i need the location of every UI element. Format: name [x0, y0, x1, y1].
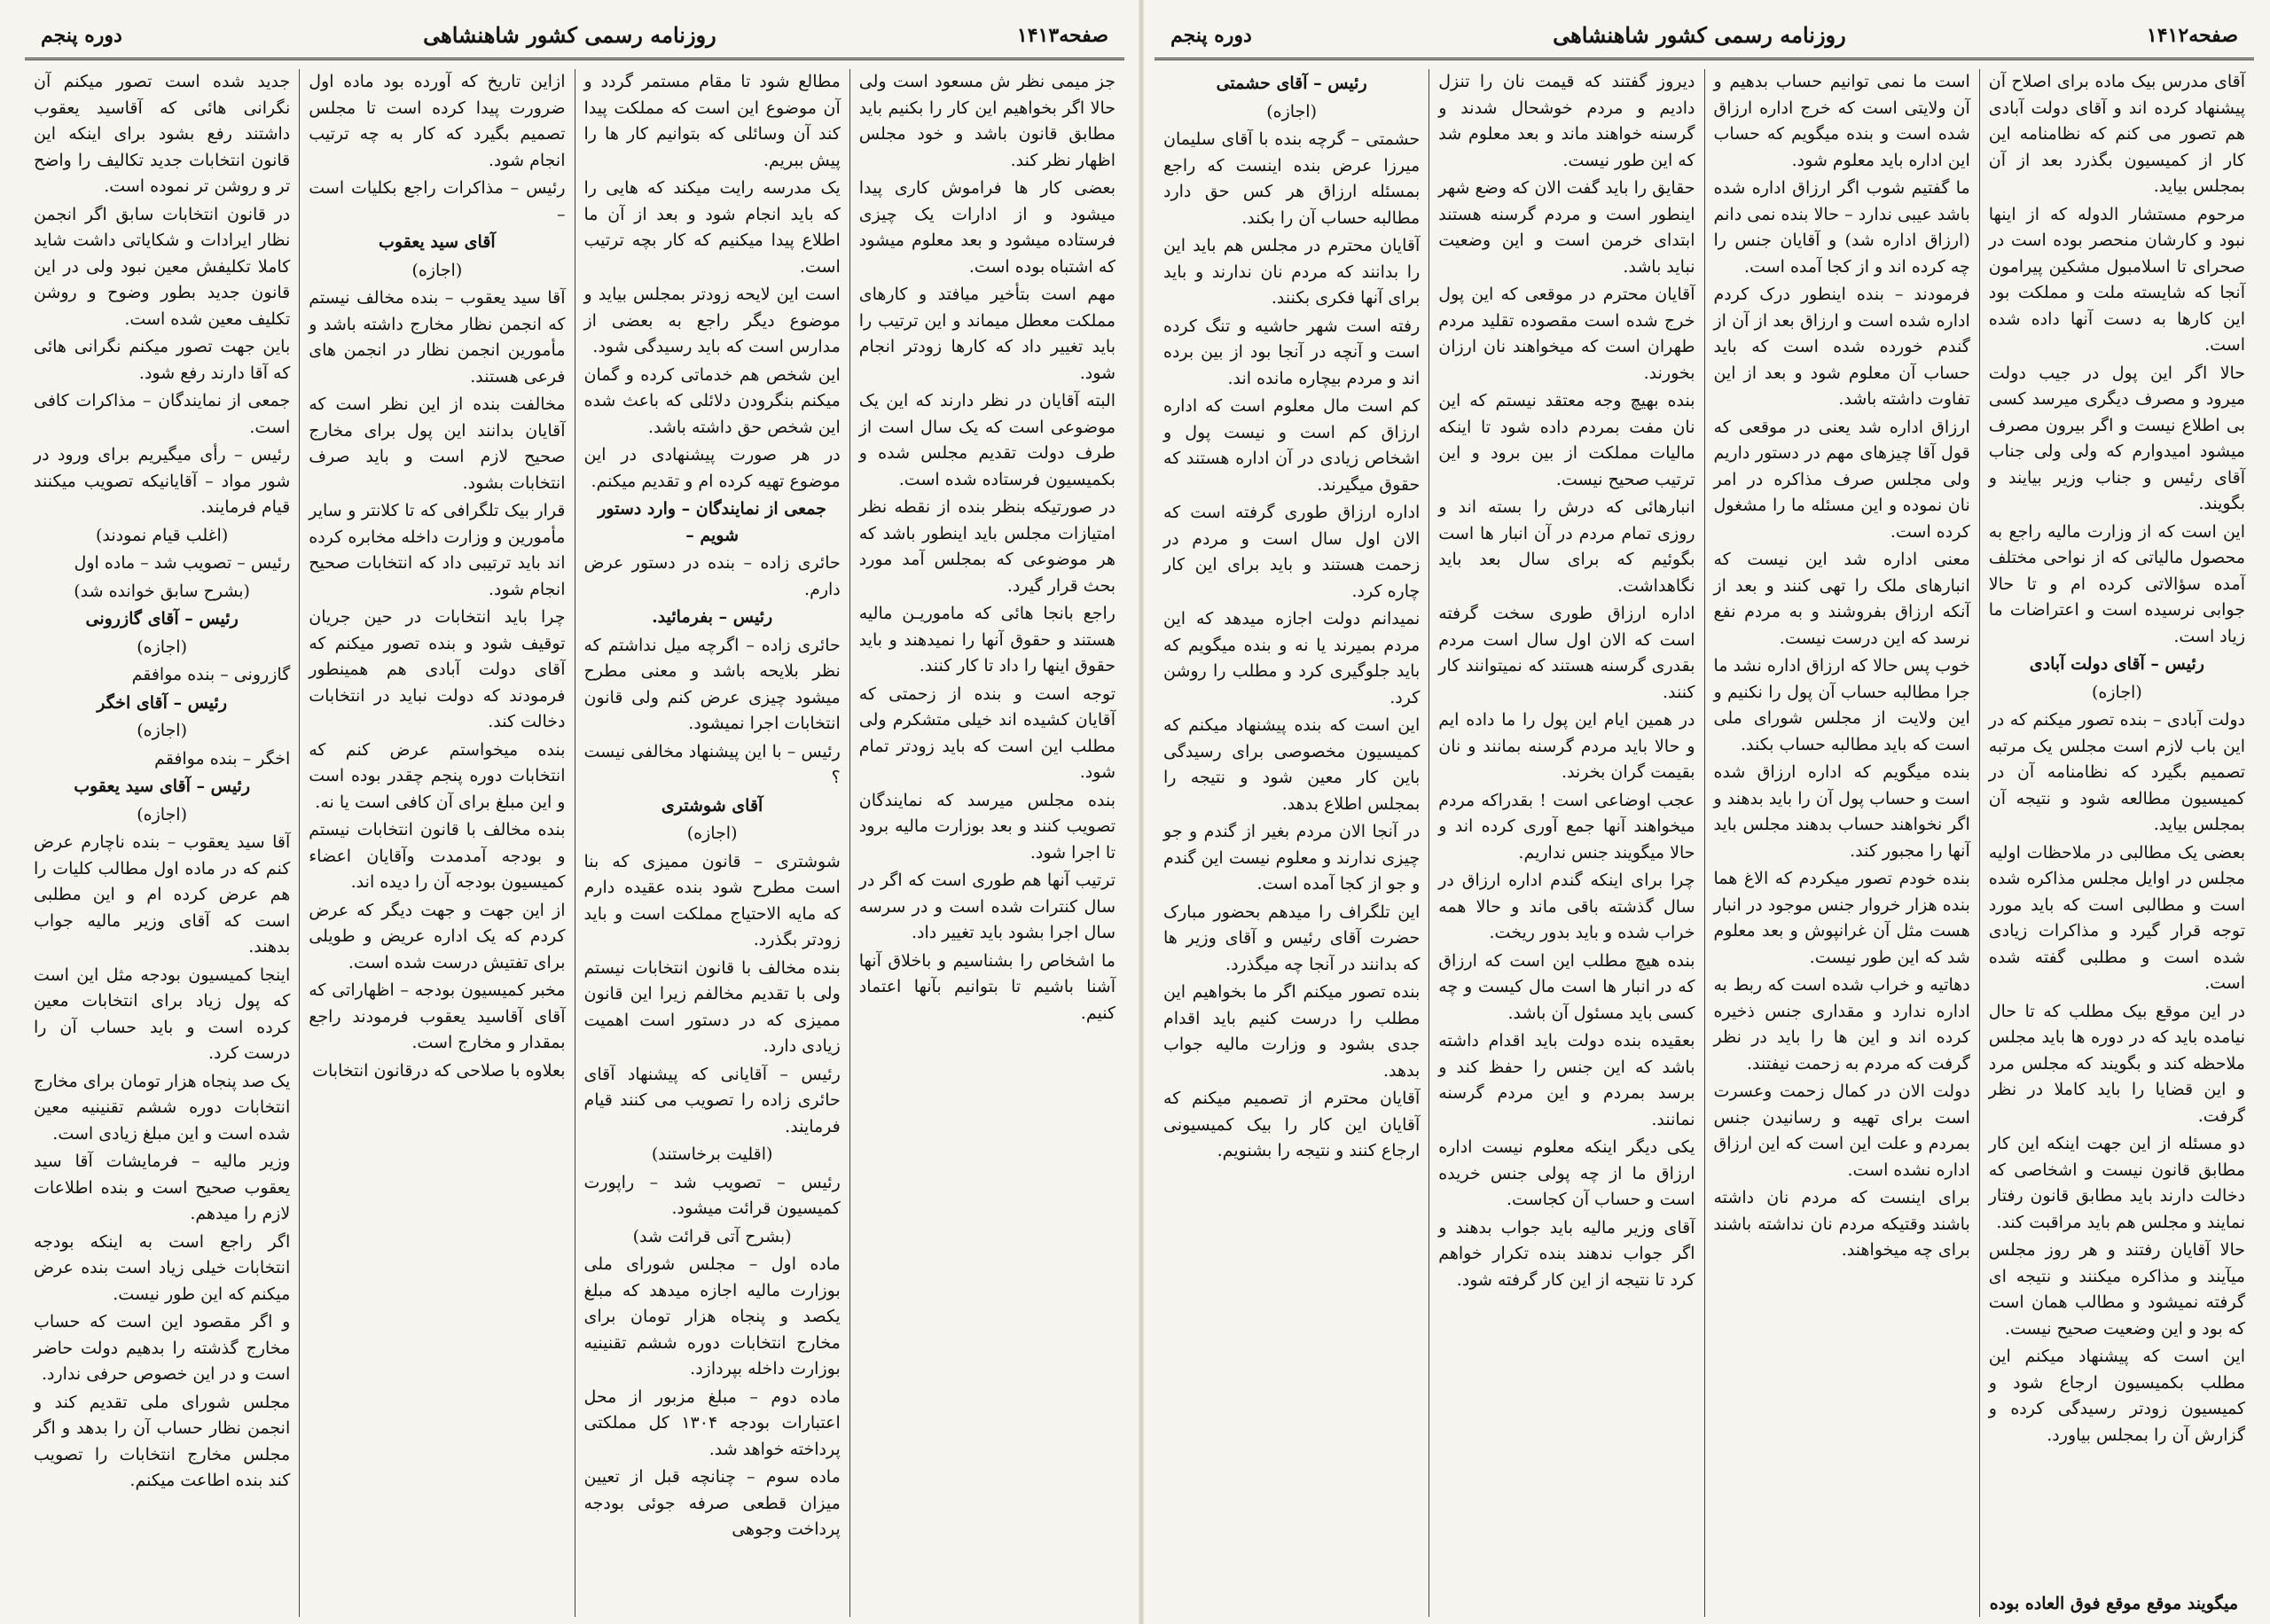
permission-note: (اجازه) — [137, 721, 188, 740]
paragraph: بنده مخالف با قانون انتخابات نیستم ولی با تقدیم مخالفم زیرا این قانون ممیزی که در دستور است اهمیت زیادی دارد. — [583, 957, 841, 1056]
paragraph: باین جهت تصور میکنم نگرانی هائی که آقا دارند رفع شود. — [34, 337, 291, 383]
paragraph: بنده میخواستم عرض کنم که انتخابات دوره پنجم چقدر بوده است و این مبلغ برای آن کافی است یا نه. — [309, 739, 566, 812]
paragraph: دیروز گفتند که قیمت نان را تنزل دادیم و مردم خوشحال شدند و گرسنه خواهند ماند و بعد معلوم شد که این طور نیست. — [1438, 72, 1695, 170]
paragraph: این است که پیشنهاد میکنم این مطلب بکمیسیون ارجاع شود و کمیسیون زودتر رسیدگی کرده و گزارش آن را بمجلس بیاورد. — [1988, 1347, 2245, 1445]
paragraph: ماده دوم – مبلغ مزبور از محل اعتبارات بودجه ۱۳۰۴ کل مملکتی پرداخته خواهد شد. — [583, 1386, 841, 1459]
right-page-columns — [1155, 69, 2254, 1617]
paragraph: بنده تصور میکنم اگر ما بخواهیم این مطلب را درست کنیم باید اقدام جدی بشود و وزارت مالیه جواب بدهد. — [1163, 982, 1421, 1081]
permission-note: (اجازه) — [137, 804, 188, 824]
paragraph: در هر صورت پیشنهادی در این موضوع تهیه کرده ام و تقدیم میکنم. — [583, 445, 841, 491]
right-page — [1155, 12, 2254, 1617]
paragraph: حائری زاده – اگرچه میل نداشتم که نظر بلایحه باشد و معنی مطرح میشود چیزی عرض کنم ولی قانون انتخابات اجرا نمیشود. — [583, 635, 841, 733]
paragraph: بنده خودم تصور میکردم که الاغ هما بنده هزار خروار جنس موجود در انبار هست مثل آن غرانپوش و بعد معلوم شد که این طور نیست. — [1713, 869, 1970, 967]
paragraph: نمیدانم دولت اجازه میدهد که این مردم بمیرند یا نه و بنده میگویم که باید جلوگیری کرد و مطلب را روشن کرد. — [1163, 609, 1421, 707]
paragraph: بنده هیچ مطلب این است که ارزاق که در انبار ها است مال کیست و چه کسی باید مسئول آن باشد. — [1438, 950, 1695, 1023]
paragraph: آقای وزیر مالیه باید جواب بدهند و اگر جواب ندهند بنده تکرار خواهم کرد تا نتیجه از این کار گرفته شود. — [1438, 1217, 1695, 1290]
paragraph: است این لایحه زودتر بمجلس بیاید و موضوع دیگر راجع به بعضی از مدارس است که باید رسیدگی شود. — [583, 285, 841, 356]
permission-note: (اجازه) — [411, 260, 463, 280]
paragraph: انبارهائی که درش را بسته اند و روزی تمام مردم در آن انبار ها است بگوئیم که برای سال بعد باید نگاهداشت. — [1438, 497, 1695, 596]
paragraph: دهاتیه و خراب شده است که ربط به اداره ندارد و مقداری جنس ذخیره کرده اند و این ها را باید در نظر گرفت که مردم به زحمت نیفتند. — [1713, 975, 1970, 1074]
paragraph: مرحوم مستشار الدوله که از اینها نبود و کارشان منحصر بوده است در صحرای تا اسلامبول مشکین پیرامون آنجا که شایسته ملت و مملکت بود این کارها به دست آنها داده شده است. — [1988, 204, 2245, 355]
paragraph: این شخص هم خدماتی کرده و گمان میکنم بنگرودن دلائلی که باعث شده این شخص حق داشته باشد. — [583, 364, 841, 437]
paragraph: حشمتی – گرچه بنده با آقای سلیمان میرزا عرض بنده اینست که راجع بمسئله ارزاق هر کس حق دارد مطالبه حساب آن را بکند. — [1163, 129, 1421, 228]
footer-line: میگویند موقع موقع فوق العاده بوده — [1989, 1594, 2238, 1613]
page-gutter — [1139, 0, 1144, 1624]
paragraph: اگر راجع است به اینکه بودجه انتخابات خیلی زیاد است بنده عرض میکنم که این طور نیست. — [34, 1231, 291, 1304]
paragraph: کم است مال معلوم است که اداره ارزاق کم است و نیست پول و اشخاص زیادی در آن اداره هستند که حقوق میگیرند. — [1163, 396, 1421, 495]
paragraph: حقایق را باید گفت الان که وضع شهر اینطور است و مردم گرسنه هستند ابتدای خرمن است و این وضعیت نباید باشد. — [1438, 178, 1695, 277]
paragraph: ماده اول – مجلس شورای ملی بوزارت مالیه اجازه میدهد که مبلغ یکصد و پنجاه هزار تومان برای مخارج انتخابات دوره ششم تقنینیه بوزارت داخله بپردازد. — [583, 1254, 841, 1378]
speaker-line: رئیس – آقای دولت آبادی — [2029, 654, 2204, 674]
paragraph: این تلگراف را میدهم بحضور مبارک حضرت آقای رئیس و آقای وزیر ها که بدانند در آنجا چه میگذرد. — [1163, 902, 1421, 974]
speaker-line: جمعی از نمایندگان – وارد دستور شویم – — [598, 499, 827, 545]
newspaper-title: روزنامه رسمی کشور شاهنشاهی — [423, 22, 716, 48]
left-page — [25, 12, 1124, 1617]
vote-note: (اقلیت برخاستند) — [651, 1144, 773, 1164]
speaker-line: رئیس – آقای سید یعقوب — [74, 777, 251, 796]
paragraph: برای اینست که مردم نان داشته باشند وقتیکه مردم نان نداشته باشند برای چه میخواهند. — [1713, 1188, 1970, 1260]
paragraph: آقایان محترم در مجلس هم باید این را بدانند که مردم نان ندارند و باید برای آنها فکری بکنند. — [1163, 236, 1421, 308]
paragraph: آقا سید یعقوب – بنده مخالف نیستم که انجمن نظار مخارج داشته باشد و مأمورین انجمن نظار در انجمن های فرعی هستند. — [309, 288, 566, 386]
paragraph: حالا اگر این پول در جیب دولت میرود و مصرف دیگری میرسد کسی بی اطلاع نیست و اگر بیرون مصرف میشود امیدوارم که ولی ولی جناب آقای رئیس و جناب وزیر بیایند و بگویند. — [1988, 363, 2245, 513]
speaker-line: رئیس – آقای اخگر — [97, 692, 228, 713]
paragraph: آقای مدرس بیک ماده برای اصلاح آن پیشنهاد کرده اند و آقای دولت آبادی هم تصور می کنم که نظامنامه این کار از کمیسیون بگذرد بعد از آن بمجلس بیاید. — [1988, 72, 2245, 196]
page-number: صفحه۱۴۱۳ — [1016, 23, 1108, 47]
paragraph: بنده مخالف با قانون انتخابات نیستم و بودجه آمدمدت وآقایان اعضاء کمیسیون بودجه آن را دیده اند. — [309, 820, 566, 892]
left-page-columns — [25, 69, 1124, 1617]
paragraph: فرمودند – بنده اینطور درک کردم اداره شده است و ارزاق بعد از آن از گندم خورده شده است که باید حساب آن معلوم شود و بعد از این تفاوت داشته باشد. — [1713, 285, 1970, 409]
paragraph: گازرونی – بنده موافقم — [131, 665, 291, 684]
paragraph: جمعی از نمایندگان – مذاکرات کافی است. — [34, 391, 291, 437]
paragraph: یکی دیگر اینکه معلوم نیست اداره ارزاق ما از چه پولی جنس خریده است و حساب آن کجاست. — [1438, 1137, 1695, 1209]
paragraph: رئیس – آقایانی که پیشنهاد آقای حائری زاده را تصویب می کنند قیام فرمایند. — [583, 1064, 841, 1136]
paragraph: دولت الان در کمال زحمت وعسرت است برای تهیه و رسانیدن جنس بمردم و علت این است که این ارزاق اداره نشده است. — [1713, 1081, 1970, 1180]
paragraph: آقایان محترم از تصمیم میکنم که آقایان این کار را بیک کمیسیونی ارجاع کنند و نتیجه را بشنویم. — [1163, 1089, 1421, 1160]
newspaper-title: روزنامه رسمی کشور شاهنشاهی — [1553, 22, 1846, 48]
vote-note: (اغلب قیام نمودند) — [96, 525, 229, 545]
paragraph: بنده میگویم که اداره ارزاق شده است و حساب پول آن را باید بدهند و اگر نخواهند حساب بدهند مجلس باید آنها را مجبور کند. — [1713, 762, 1970, 861]
period-label: دوره پنجم — [41, 23, 122, 47]
paragraph: بنده مجلس میرسد که نمایندگان تصویب کنند و بعد بوزارت مالیه برود تا اجرا شود. — [858, 790, 1115, 863]
paragraph: خوب پس حالا که ارزاق اداره نشد ما جرا مطالبه حساب آن پول را نکنیم و این ولایت از مجلس شورای ملی است که باید مطالبه حساب بکند. — [1713, 656, 1970, 754]
reading-note: (بشرح آتی قرائت شد) — [632, 1226, 792, 1246]
paragraph: ما گفتیم شوب اگر ارزاق اداره شده باشد عیبی ندارد – حالا بنده نمی دانم (ارزاق اداره شد) و آقایان جنس را چه کرده اند و از کجا آمده است. — [1713, 178, 1970, 277]
paragraph: جدید شده است تصور میکنم آن نگرانی هائی که آقاسید یعقوب داشتند رفع بشود برای اینکه این قانون انتخابات جدید تکالیف را واضح تر و روشن تر نموده است. — [34, 72, 291, 196]
paragraph: چرا باید انتخابات در حین جریان توقیف شود و بنده تصور میکنم که آقای دولت آبادی هم همینطور فرمودند که دولت نباید در انتخابات دخالت کند. — [309, 607, 566, 731]
paragraph: مخالفت بنده از این نظر است که آقایان بدانند این پول برای مخارج صحیح لازم است و باید صرف انتخابات بشود. — [309, 394, 566, 493]
permission-note: (اجازه) — [137, 636, 188, 657]
paragraph: جز میمی نظر ش مسعود است ولی حالا اگر بخواهیم این کار را بکنیم باید مطابق قانون باشد و خود مجلس اظهار نظر کند. — [858, 72, 1115, 170]
paragraph: این است که بنده پیشنهاد میکنم که کمیسیون مخصوصی برای رسیدگی باین کار معین شود و نتیجه را بمجلس اطلاع بدهد. — [1163, 715, 1421, 814]
paragraph: چرا برای اینکه گندم اداره ارزاق در سال گذشته باقی ماند و حالا همه خراب شده و باید بدور ریخت. — [1438, 871, 1695, 942]
paragraph: ماده سوم – چنانچه قبل از تعیین میزان قطعی صرفه جوئی بودجه پرداخت وجوهی — [583, 1467, 841, 1539]
paragraph: در همین ایام این پول را ما داده ایم و حالا باید مردم گرسنه بمانند و نان بقیمت گران بخرند. — [1438, 710, 1695, 782]
left-page-header — [25, 12, 1124, 60]
paragraph: مهم است بتأخیر میافتد و کارهای مملکت معطل میماند و این ترتیب را باید تغییر داد که کارها زودتر انجام شود. — [858, 285, 1115, 383]
column — [849, 69, 1124, 1617]
paragraph: است ما نمی توانیم حساب بدهیم و آن ولایتی است که خرج اداره ارزاق شده است و بنده میگویم که حساب این اداره باید معلوم شود. — [1713, 72, 1970, 170]
paragraph: شوشتری – قانون ممیزی که بنا است مطرح شود بنده عقیده دارم که مایه الاحتیاج مملکت است و باید زودتر بگذرد. — [583, 851, 841, 949]
paragraph: رئیس – تصویب شد – راپورت کمیسیون قرائت میشود. — [583, 1172, 841, 1218]
paragraph: رفته است شهر حاشیه و تنگ کرده است و آنچه در آنجا بود از بین برده اند و مردم بیچاره مانده اند. — [1163, 316, 1421, 388]
right-page-header — [1155, 12, 2254, 60]
paragraph: در صورتیکه بنظر بنده از نقطه نظر امتیازات مجلس باید اینطور باشد که هر موضوعی که بمجلس آمد مورد بحث قرار گیرد. — [858, 497, 1115, 596]
paragraph: بعلاوه با صلاحی که درقانون انتخابات — [312, 1060, 566, 1081]
speaker-line: رئیس – آقای گازرونی — [85, 609, 239, 629]
paragraph: راجع بانجا هائی که ماموریـن مالیه هستند و حقوق آنها را نمیدهند و باید حقوق اینها را داد تا کار کنند. — [858, 604, 1115, 675]
column — [1155, 69, 1429, 1617]
paragraph: بنده بهیچ وجه معتقد نیستم که این نان مفت بمردم داده شود تا اینکه مالیات مملکت از بین برود و این ترتیب صحیح نیست. — [1438, 391, 1695, 489]
column — [1704, 69, 1979, 1617]
paragraph: مطالع شود تا مقام مستمر گردد و آن موضوع این است که مملکت پیدا کند آن وسائلی که بتوانیم کار ها را پیش ببریم. — [583, 72, 841, 170]
paragraph: عجب اوضاعی است ! بقدراکه مردم میخواهند آنها جمع آوری کرده اند و حالا میگویند جنس نداریم. — [1438, 790, 1695, 863]
paragraph: اداره ارزاق طوری گرفته است که الان اول سال است و مردم در زحمت هستند و باید برای این کار چاره کرد. — [1163, 503, 1421, 601]
paragraph: بعقیده بنده دولت باید اقدام داشته باشد که این جنس را حفظ کند و برسد بمردم و این مردم گرسنه نمانند. — [1438, 1031, 1695, 1129]
paragraph: بعضی کار ها فراموش کاری پیدا میشود و از ادارات یک چیزی فرستاده میشود و بعد معلوم میشود که اشتباه بوده است. — [858, 178, 1115, 277]
paragraph: رئیس – با این پیشنهاد مخالفی نیست ؟ — [583, 741, 841, 787]
column — [25, 69, 299, 1617]
permission-note: (اجازه) — [1266, 101, 1318, 121]
page-number: صفحه۱۴۱۲ — [2146, 23, 2238, 47]
paragraph: بعضی یک مطالبی در ملاحظات اولیه مجلس در اوایل مجلس مذاکره شده است و مطالبی است که باید مورد توجه قرار گیرد و مذاکرات زیادی شده است و مطلبی گفته شده است. — [1988, 842, 2245, 993]
speaker-line: آقای سید یعقوب — [379, 232, 496, 252]
paragraph: مجلس شورای ملی تقدیم کند و انجمن نظار حساب آن را بدهد و اگر مجلس مخارج انتخابات را تصویب کند بنده اطاعت میکنم. — [34, 1392, 291, 1490]
column — [299, 69, 574, 1617]
paragraph: یک صد پنجاه هزار تومان برای مخارج انتخابات دوره ششم تقنینیه معین شده است و این مبلغ زیادی است. — [34, 1071, 291, 1144]
paragraph: البته آقایان در نظر دارند که این یک موضوعی است که یک سال است از طرف دولت تقدیم مجلس شده و بکمیسیون فرستاده شده است. — [858, 391, 1115, 489]
paragraph: قرار بیک تلگرافی که تا کلانتر و سایر مأمورین و وزارت داخله مخابره کرده اند باید ترتیبی داد که انتخابات صحیح انجام شود. — [309, 501, 566, 599]
paragraph: ارزاق اداره شد یعنی در موقعی که قول آقا چیزهای مهم در دستور داریم ولی مجلس صرف مذاکره در امر نان نموده و این مسئله ما را مشغول کرده است. — [1713, 417, 1970, 542]
column — [1429, 69, 1703, 1617]
paragraph: از این جهت و جهت دیگر که عرض کردم که یک اداره عریض و طویلی برای تفتیش درست شده است. — [309, 900, 566, 972]
paragraph: آقا سید یعقوب – بنده ناچارم عرض کنم که در ماده اول مطالب کلیات را هم عرض کرده ام و این مطلبی است که آقای وزیر مالیه جواب بدهند. — [34, 832, 291, 956]
column — [575, 69, 849, 1617]
paragraph: وزیر مالیه – فرمایشات آقا سید یعقوب صحیح است و بنده اطلاعات لازم را میدهم. — [34, 1152, 291, 1223]
column — [1979, 69, 2254, 1617]
paragraph: دولت آبادی – بنده تصور میکنم که در این باب لازم است مجلس یک مرتبه تصمیم بگیرد که نظامنامه آن در کمیسیون مطالعه شود و نتیجه آن بمجلس بیاید. — [1988, 710, 2245, 834]
reading-note: (بشرح سابق خوانده شد) — [74, 581, 250, 601]
paragraph: معنی اداره شد این نیست که انبارهای ملک را تهی کنند و بعد از آنکه ارزاق بفروشند و به مردم نفع نرسد که این درست نیست. — [1713, 550, 1970, 648]
paragraph: دو مسئله از این جهت اینکه این کار مطابق قانون نیست و اشخاصی که دخالت دارند باید مطابق قانون رفتار نمایند و مجلس هم باید مراقبت کند. — [1988, 1134, 2245, 1232]
permission-note: (اجازه) — [686, 824, 738, 843]
paragraph: توجه است و بنده از زحمتی که آقایان کشیده اند خیلی متشکرم ولی مطلب این است که باید زودتر تمام شود. — [858, 683, 1115, 782]
paragraph: حالا آقایان رفتند و هر روز مجلس میآیند و مذاکره میکنند و نتیجه ای گرفته نمیشود و مطالب همان است که بود و این وضعیت صحیح نیست. — [1988, 1240, 2245, 1339]
paragraph: حائری زاده – بنده در دستور عرض دارم. — [583, 553, 841, 599]
speaker-line: رئیس – بفرمائید. — [652, 607, 773, 627]
paragraph: این است که از وزارت مالیه راجع به محصول مالیاتی که از نواحی مختلف آمده سؤالاتی کرده ام و تا حالا جوابی نرسیده است و اعتراضات ما زیاد است. — [1988, 521, 2245, 646]
speaker-line: آقای شوشتری — [661, 795, 763, 816]
paragraph: اداره ارزاق طوری سخت گرفته است که الان اول سال است مردم بقدری گرسنه هستند که نمیتوانند کار کنند. — [1438, 604, 1695, 702]
paragraph: در این موقع بیک مطلب که تا حال نیامده باید که در دوره ها باید مجلس ملاحظه کند و بگویند که مجلس مرد و این قضایا را باید کاملا در نظر گرفت. — [1988, 1001, 2245, 1126]
paragraph: ازاین تاریخ که آورده بود ماده اول ضرورت پیدا کرده است تا مجلس تصمیم بگیرد که کار به چه ترتیب انجام شود. — [309, 72, 566, 170]
paragraph: یک مدرسه رایت میکند که هایی را که باید انجام شود و بعد از آن ما اطلاع پیدا میکنیم که کار بچه ترتیب است. — [583, 178, 841, 277]
paragraph: رئیس – رأی میگیریم برای ورود در شور مواد – آقایانیکه تصویب میکنند قیام فرمایند. — [34, 445, 291, 517]
paragraph: رئیس – مذاکرات راجع بکلیات است – — [309, 178, 566, 224]
paragraph: و اگر مقصود این است که حساب مخارج گذشته را بدهیم دولت حاضر است و در این خصوص حرفی ندارد. — [34, 1312, 291, 1384]
permission-note: (اجازه) — [2091, 682, 2142, 702]
paragraph: ما اشخاص را بشناسیم و باخلاق آنها آشنا باشیم تا بتوانیم بآنها اعتماد کنیم. — [858, 950, 1115, 1023]
paragraph: اخگر – بنده موافقم — [154, 748, 291, 769]
paragraph: اینجا کمیسیون بودجه مثل این است که پول زیاد برای انتخابات معین کرده است و باید حساب آن را درست کرد. — [34, 964, 291, 1063]
paragraph: رئیس – تصویب شد – ماده اول — [74, 553, 291, 573]
paragraph: ترتیب آنها هم طوری است که اگر در سال کنترات شده است و در سرسه سال اجرا بشود باید تغییر داد. — [858, 871, 1115, 942]
paragraph: آقایان محترم در موقعی که این پول خرج شده است مقصوده تقلید مردم طهران است که میخواهند نان ارزان بخورند. — [1438, 285, 1695, 383]
paragraph: در قانون انتخابات سابق اگر انجمن نظار ایرادات و شکایاتی داشت شاید کاملا تکلیفش معین نبود ولی در این قانون جدید بطور وضوح و روشن تکلیف معین شده است. — [34, 204, 291, 329]
speaker-line: رئیس – آقای حشمتی — [1216, 74, 1367, 93]
paragraph: مخبر کمیسیون بودجه – اظهاراتی که آقای آقاسید یعقوب فرمودند راجع بمقدار و مخارج است. — [309, 980, 566, 1052]
period-label: دوره پنجم — [1170, 23, 1252, 47]
paragraph: در آنجا الان مردم بغیر از گندم و جو چیزی ندارند و معلوم نیست این گندم و جو از کجا آمده است. — [1163, 822, 1421, 894]
